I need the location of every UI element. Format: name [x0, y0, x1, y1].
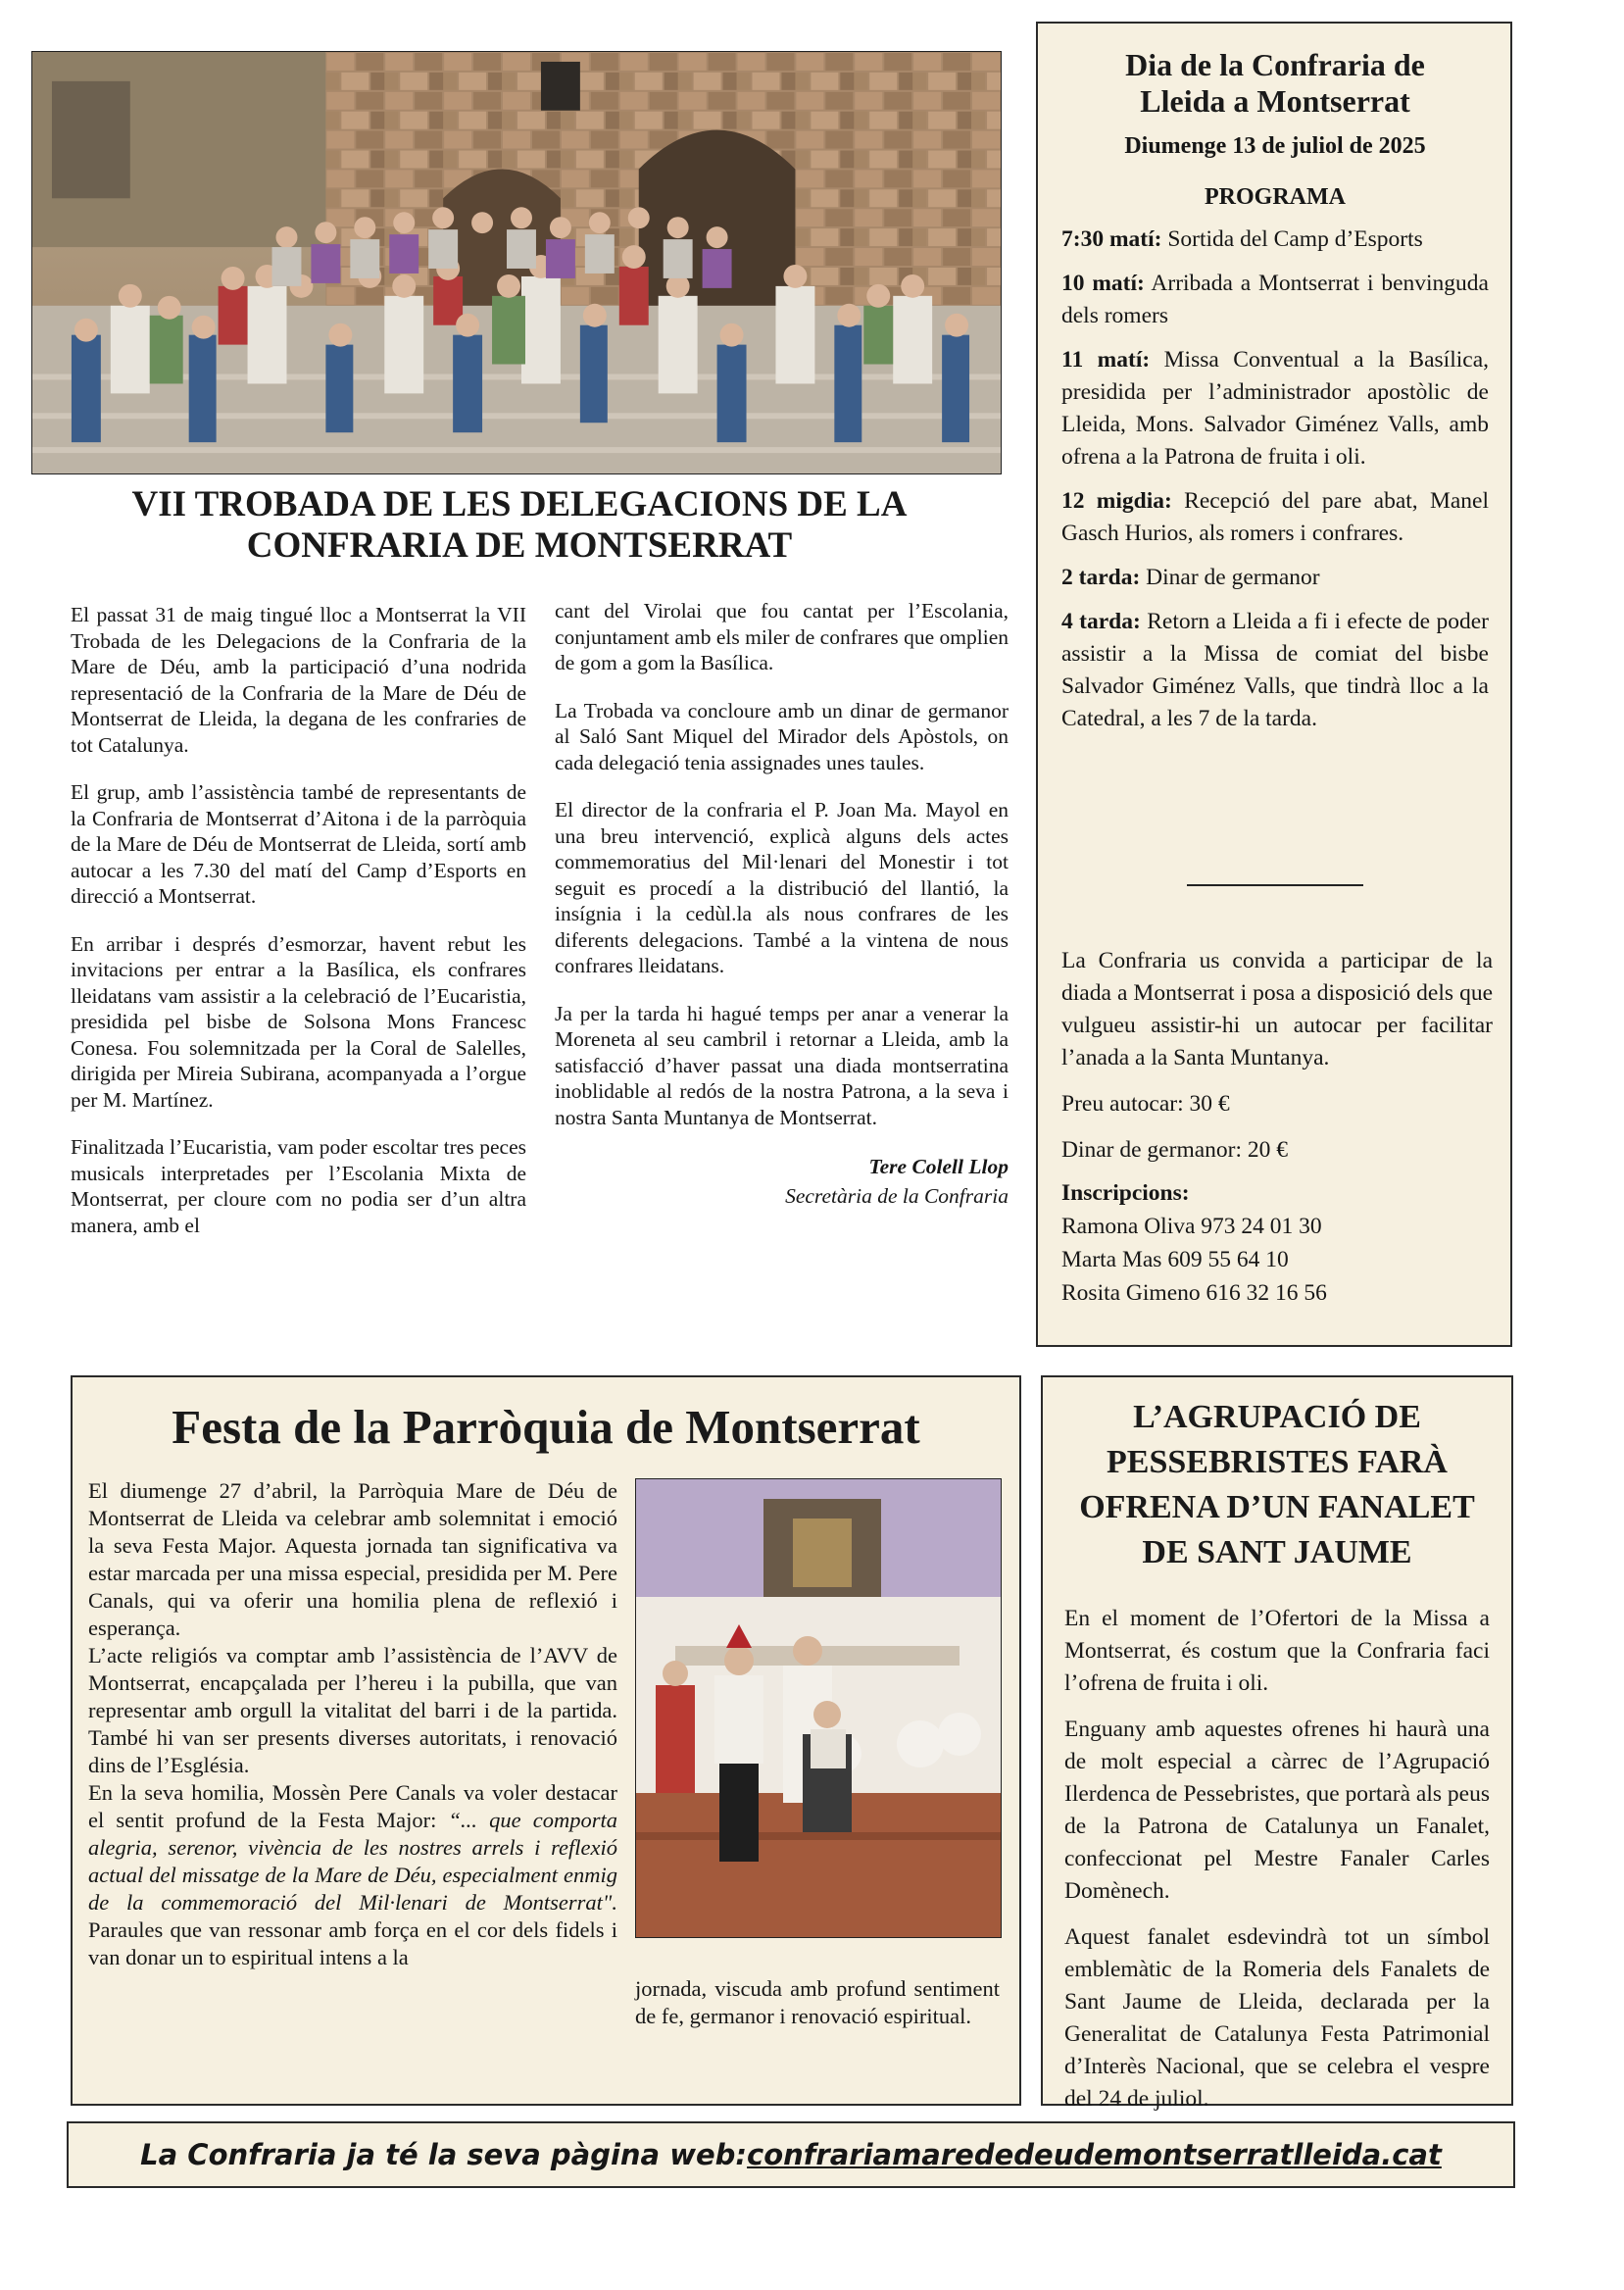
trobada-paragraph: El passat 31 de maig tingué lloc a Montserrat la VII Trobada de les Delegacions de la Confraria de la Mare de Déu, amb la participació d’una nodrida representació de la Confraria de la Mare de Déu de Montserrat de Lleida, la degana de les confraries de tot Catalunya.: [71, 603, 526, 757]
author-name: Tere Colell Llop: [868, 1155, 1009, 1178]
trobada-signature: [555, 1152, 1009, 1211]
pessebristes-paragraph: Aquest fanalet esdevindrà tot un símbol emblemàtic de la Romeria dels Fanalets de Sant Jaume de Lleida, declarada per la Generalitat de Catalunya Festa Patrimonial d’Interès Nacional, que se celebra el vespre del 24 de juliol.: [1064, 1924, 1490, 2112]
trobada-paragraph: Ja per la tarda hi hagué temps per anar a venerar la Moreneta al seu cambril i retornar a Lleida, amb la satisfacció d’haver passat una diada montserratina inoblidable al redós de la nostra Patrona, a la seva i nostra Santa Muntanya de Montserrat.: [555, 1001, 1009, 1129]
inscriptions-heading: Inscripcions:: [1061, 1180, 1190, 1206]
author-role: Secretària de la Confraria: [785, 1184, 1009, 1208]
festa-photo: [635, 1478, 1002, 1938]
invite-block: [1061, 945, 1493, 1310]
trobada-paragraph: En arribar i després d’esmorzar, havent rebut les invitacions per entrar a la Basílica, els confrares lleidatans vam assistir a la celebració de l’Eucaristia, presidida pel bisbe de Solsona Mons Francesc Conesa. Fou solemnitzada per la Coral de Salelles, dirigida per Mireia Subirana, acompanyada a l’orgue per M. Martínez.: [71, 931, 526, 1112]
program-item: 2 tarda: Dinar de germanor: [1061, 565, 1320, 590]
festa-text-column: [88, 1477, 617, 1971]
footer-banner: [67, 2121, 1515, 2188]
trobada-column-2: [555, 598, 1009, 1211]
program-item: 7:30 matí: Sortida del Camp d’Esports: [1061, 226, 1423, 252]
program-time: 2 tarda:: [1061, 565, 1141, 590]
program-item: 12 migdia: Recepció del pare abat, Manel Gasch Hurios, als romers i confrares.: [1061, 488, 1490, 546]
festa-box: [71, 1375, 1021, 2106]
trobada-paragraph: Finalitzada l’Eucaristia, vam poder escoltar tres peces musicals interpretades per l’Escolania Mixta de Montserrat, per cloure com no podia ser d’un altra manera, amb el: [71, 1135, 526, 1237]
pessebristes-box: [1041, 1375, 1513, 2112]
program-time: 11 matí:: [1061, 347, 1151, 373]
festa-paragraph: En la seva homilia, Mossèn Pere Canals va voler destacar el sentit profund de la Festa Major: “... que comporta alegria, serenor, vivència de les nostres arrels i reflexió actual del missatge de la Mare de Déu, especialment enmig de la commemoració del Mil·lenari de Montserrat". Paraules que van ressonar amb força en el cor dels fidels i van donar un to espiritual intens a la: [88, 1780, 617, 1969]
festa-photo-caption-text: [635, 1975, 1000, 2030]
trobada-paragraph: La Trobada va concloure amb un dinar de germanor al Saló Sant Miquel del Mirador dels Apòstols, on cada delegació tenia assignades unes taules.: [555, 698, 1009, 774]
contact-line: Ramona Oliva 973 24 01 30: [1061, 1214, 1322, 1239]
website-link[interactable]: confrariamarededeudemontserratlleida.cat: [747, 2138, 1442, 2171]
dia-date: Diumenge 13 de juliol de 2025: [1124, 133, 1426, 159]
contact-line: Marta Mas 609 55 64 10: [1061, 1247, 1289, 1272]
program-item: 11 matí: Missa Conventual a la Basílica, presidida per l’administrador apostòlic de Lleida, Mons. Salvador Giménez Valls, amb ofrena a la Patrona de fruita i oli.: [1061, 347, 1489, 470]
pessebristes-paragraph: En el moment de l’Ofertori de la Missa a Montserrat, és costum que la Confraria faci l’ofrena de fruita i oli.: [1064, 1606, 1490, 1696]
festa-paragraph: jornada, viscuda amb profund sentiment de fe, germanor i renovació espiritual.: [635, 1976, 1000, 2028]
trobada-headline: VII TROBADA DE LES DELEGACIONS DE LA CONFRARIA DE MONTSERRAT: [131, 484, 908, 566]
program-item: 10 matí: Arribada a Montserrat i benvinguda dels romers: [1061, 271, 1489, 328]
dia-confraria-box: [1036, 22, 1512, 1347]
dia-title: Dia de la Confraria de Lleida a Montserrat: [1125, 47, 1425, 119]
festa-title: Festa de la Parròquia de Montserrat: [172, 1400, 920, 1454]
homily-quote: “... que comporta alegria, serenor, vivència de les nostres arrels i reflexió actual del missatge de la Mare de Déu, especialment enmig de la commemoració del Mil·lenari de Montserrat".: [88, 1808, 617, 1915]
trobada-column-1: [71, 602, 526, 1260]
program-item: 4 tarda: Retorn a Lleida a fi i efecte de poder assistir a la Missa de comiat del bisbe Salvador Giménez Valls, que tindrà lloc a la Catedral, a les 7 de la tarda.: [1061, 609, 1489, 731]
trobada-paragraph: El director de la confraria el P. Joan Ma. Mayol en una breu intervenció, explicà alguns dels actes commemoratius del Mil·lenari del Monestir i tot seguit es procedí a la distribució del llantió, la insígnia i la cedùl.la als nous confrares de les diferents delegacions. També a la vintena de nous confrares lleidatans.: [555, 798, 1009, 977]
contact-line: Rosita Gimeno 616 32 16 56: [1061, 1280, 1327, 1306]
program-list: [1061, 224, 1489, 735]
program-time: 7:30 matí:: [1061, 226, 1162, 252]
inscriptions: [1061, 1176, 1493, 1310]
dinner-price: Dinar de germanor: 20 €: [1061, 1137, 1289, 1163]
pessebristes-text: [1064, 1603, 1490, 2116]
group-photo: [31, 51, 1002, 474]
invite-text: La Confraria us convida a participar de la diada a Montserrat i posa a disposició dels que vulgueu assistir-hi un autocar per facilitar l’anada a la Santa Muntanya.: [1061, 948, 1493, 1070]
program-time: 4 tarda:: [1061, 609, 1141, 634]
program-time: 10 matí:: [1061, 271, 1145, 296]
program-heading: PROGRAMA: [1205, 184, 1346, 210]
program-time: 12 migdia:: [1061, 488, 1172, 514]
pessebristes-title: L’AGRUPACIÓ DE PESSEBRISTES FARÀ OFRENA D’UN FANALET DE SANT JAUME: [1079, 1399, 1475, 1570]
trobada-paragraph: El grup, amb l’assistència també de representants de la Confraria de Montserrat d’Aitona i de la parròquia de la Mare de Déu de Montserrat de Lleida, sortí amb autocar a les 7.30 del matí del Camp d’Esports en direcció a Montserrat.: [71, 780, 526, 908]
festa-paragraph: El diumenge 27 d’abril, la Parròquia Mare de Déu de Montserrat de Lleida va celebrar amb solemnitat i emoció la seva Festa Major. Aquesta jornada tan significativa va estar marcada per una missa especial, presidida per M. Pere Canals, qui va oferir una homilia plena de reflexió i esperança.: [88, 1478, 617, 1640]
bus-price: Preu autocar: 30 €: [1061, 1091, 1230, 1117]
festa-paragraph: L’acte religiós va comptar amb l’assistència de l’AVV de Montserrat, encapçalada per l’hereu i la pubilla, que van representar amb orgull la vitalitat del barri i de la partida. També hi van ser presents diverses autoritats, i renovació dins de l’Església.: [88, 1643, 617, 1777]
pessebristes-paragraph: Enguany amb aquestes ofrenes hi haurà una de molt especial a càrrec de l’Agrupació Ilerdenca de Pessebristes, que portarà als peus de la Patrona de Catalunya un Fanalet, confeccionat pel Mestre Fanaler Carles Domènech.: [1064, 1717, 1490, 1904]
trobada-paragraph: cant del Virolai que fou cantat per l’Escolania, conjuntament amb els miler de confrares que omplien de gom a gom la Basílica.: [555, 599, 1009, 674]
separator-line: [1187, 884, 1363, 886]
footer-text: La Confraria ja té la seva pàgina web:: [140, 2138, 748, 2171]
